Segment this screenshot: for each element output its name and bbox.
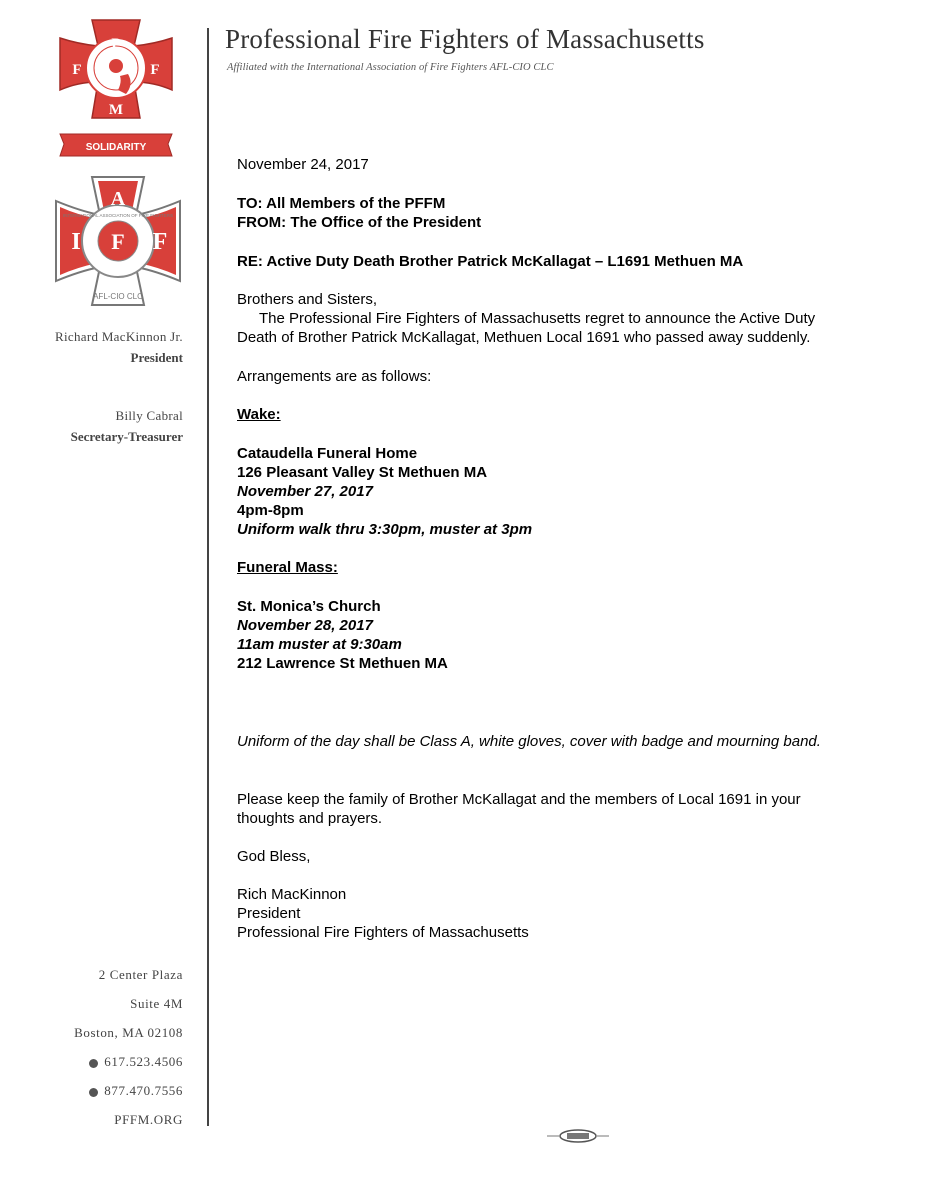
signer-name: Rich MacKinnon [237, 886, 347, 903]
salutation: Brothers and Sisters, [237, 291, 378, 308]
closing-line-1: Please keep the family of Brother McKallagat and the members of Local 1691 in your [237, 791, 801, 808]
memo-to: TO: All Members of the PFFM [237, 195, 446, 212]
body-line-1: The Professional Fire Fighters of Massachusetts regret to announce the Active Duty [259, 310, 816, 327]
wake-heading: Wake: [237, 406, 281, 423]
iaff-letter-i: I [71, 229, 81, 255]
pffm-logo [54, 16, 178, 168]
iaff-bottom-text: AFL-CIO CLC [93, 292, 143, 301]
website: PFFM.ORG [114, 1112, 183, 1127]
phone-2 [89, 1083, 183, 1099]
iaff-ring-text: INTERNATIONAL ASSOCIATION OF FIRE FIGHTERS [63, 213, 173, 218]
signer-title: President [237, 905, 301, 922]
address-line-2: Suite 4M [130, 996, 183, 1011]
memo-from: FROM: The Office of the President [237, 214, 482, 231]
iaff-letter-f-center: F [111, 229, 125, 254]
letter-date: November 24, 2017 [237, 156, 369, 173]
uniform-note: Uniform of the day shall be Class A, white gloves, cover with badge and mourning band. [237, 733, 821, 750]
letterhead-affiliation: Affiliated with the International Association of Fire Fighters AFL-CIO CLC [227, 62, 554, 73]
phone-1-number: 617.523.4506 [104, 1054, 183, 1069]
address-line-1: 2 Center Plaza [98, 967, 183, 982]
iaff-logo [52, 175, 184, 307]
phone-1 [89, 1054, 183, 1070]
wake-date: November 27, 2017 [237, 483, 373, 500]
funeral-venue: St. Monica’s Church [237, 598, 381, 615]
signer-org: Professional Fire Fighters of Massachusetts [237, 924, 529, 941]
address-line-3: Boston, MA 02108 [74, 1025, 183, 1040]
memo-re: RE: Active Duty Death Brother Patrick McKallagat – L1691 Methuen MA [237, 253, 744, 270]
wake-note: Uniform walk thru 3:30pm, muster at 3pm [237, 521, 533, 538]
union-bug-stamp [545, 1127, 611, 1145]
pffm-letter-f-left: F [72, 62, 82, 78]
pffm-letter-f-right: F [150, 62, 160, 78]
funeral-address: 212 Lawrence St Methuen MA [237, 655, 448, 672]
letterhead-org-name: Professional Fire Fighters of Massachusetts [225, 24, 705, 54]
president-title: President [130, 350, 183, 365]
solidarity-text: SOLIDARITY [85, 142, 147, 153]
sign-off: God Bless, [237, 848, 311, 865]
solidarity-banner [60, 134, 172, 156]
phone-2-number: 877.470.7556 [104, 1083, 183, 1098]
wake-address: 126 Pleasant Valley St Methuen MA [237, 464, 488, 481]
wake-venue: Cataudella Funeral Home [237, 445, 418, 462]
wake-time: 4pm-8pm [237, 502, 304, 519]
funeral-date: November 28, 2017 [237, 617, 373, 634]
phone-bullet-icon [89, 1088, 98, 1097]
phone-bullet-icon [89, 1059, 98, 1068]
closing-line-2: thoughts and prayers. [237, 810, 383, 827]
sidebar-divider [207, 28, 209, 1126]
president-name: Richard MacKinnon Jr. [55, 329, 183, 344]
iaff-letter-f-right: F [152, 229, 168, 255]
funeral-time: 11am muster at 9:30am [237, 636, 402, 653]
body-line-2: Death of Brother Patrick McKallagat, Methuen Local 1691 who passed away suddenly. [237, 329, 811, 346]
treasurer-name: Billy Cabral [115, 408, 183, 423]
pffm-letter-m: M [108, 102, 124, 118]
funeral-heading: Funeral Mass: [237, 559, 338, 576]
treasurer-title: Secretary-Treasurer [70, 429, 183, 444]
arrangements-intro: Arrangements are as follows: [237, 368, 432, 385]
pffm-letter-p: P [111, 36, 121, 52]
iaff-letter-a: A [110, 188, 126, 210]
